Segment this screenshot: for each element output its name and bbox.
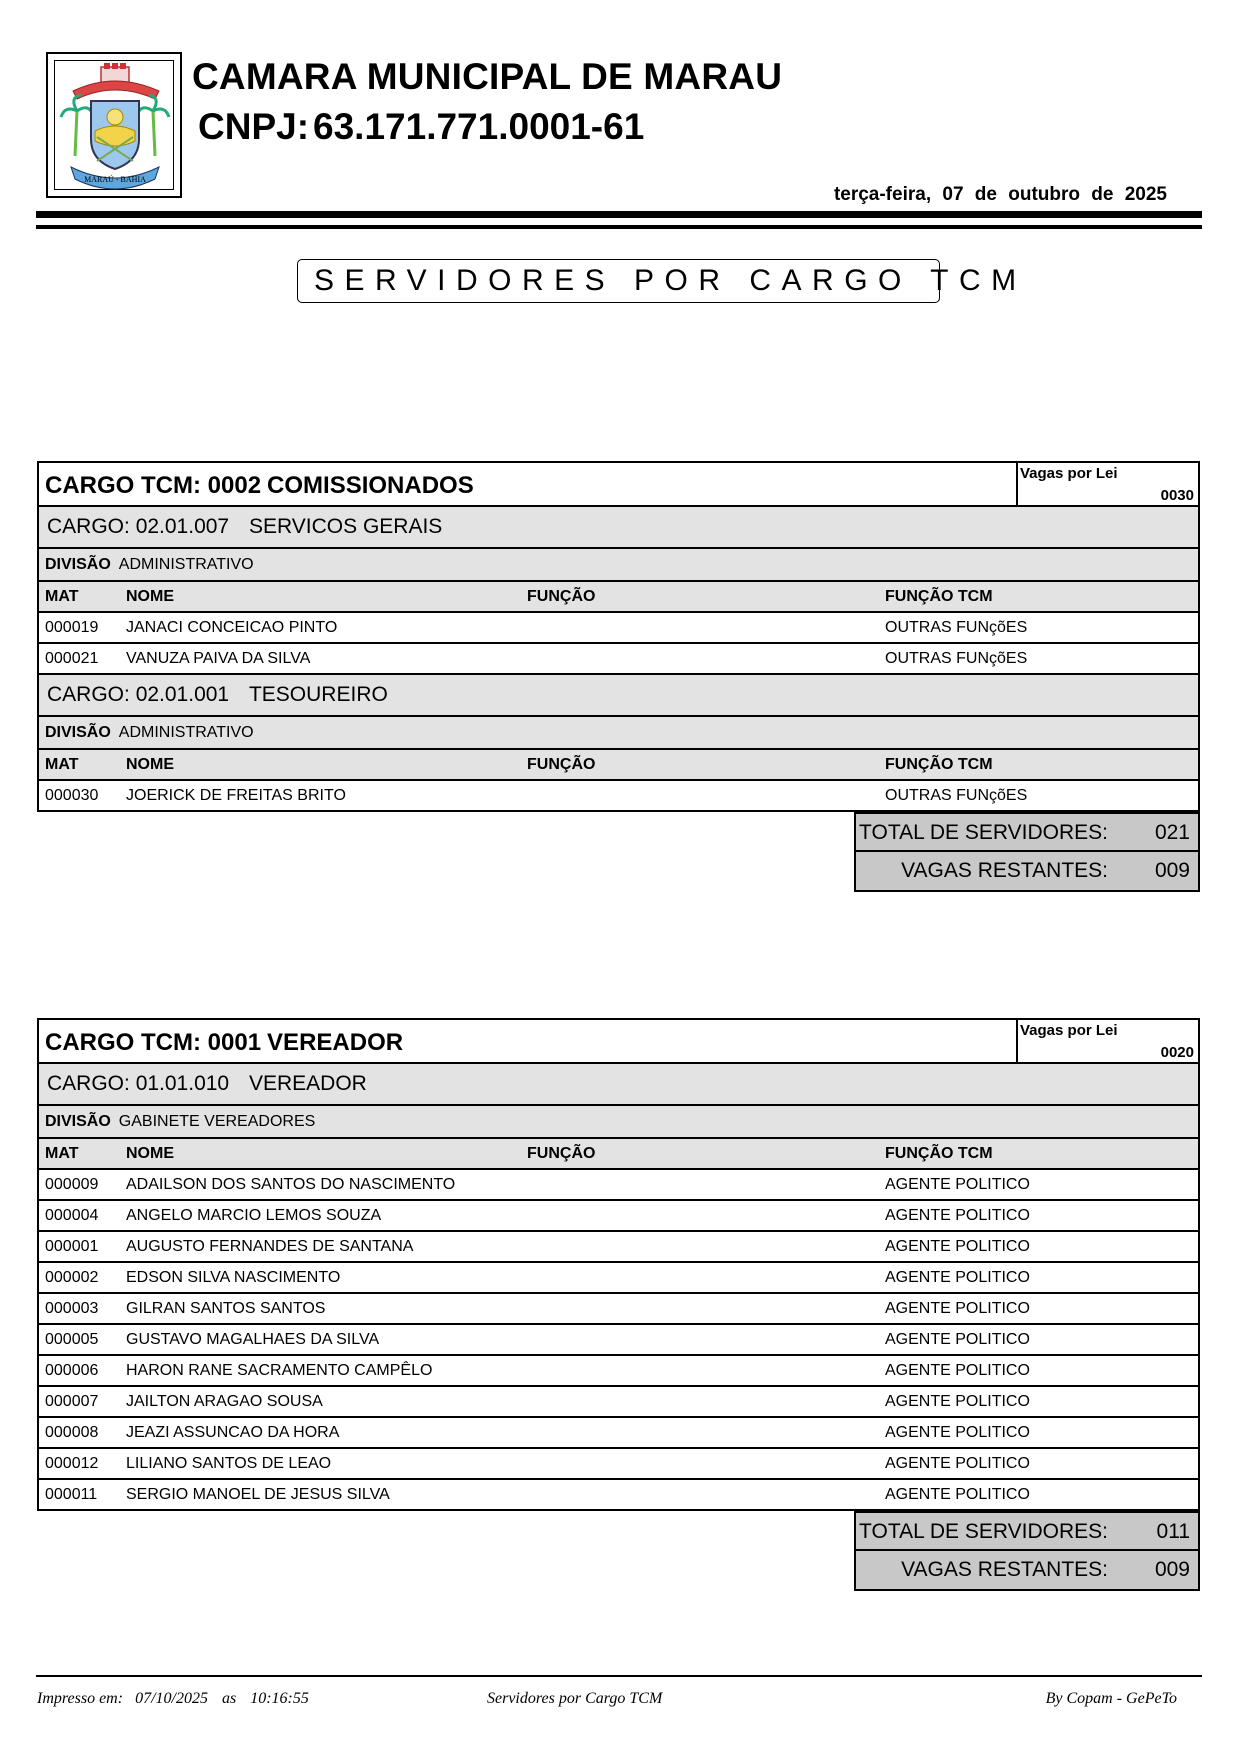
column-header-mat: MAT — [45, 756, 79, 773]
section-cargo-tcm-0002 — [37, 461, 1200, 882]
table-row — [37, 1387, 1200, 1418]
table-row — [37, 1356, 1200, 1387]
table-row — [37, 1449, 1200, 1480]
column-header-mat: MAT — [45, 1145, 79, 1162]
vagas-restantes-label: VAGAS RESTANTES: — [901, 1558, 1108, 1581]
cargo-tcm-header — [37, 1018, 1200, 1064]
cell-funcao-tcm: OUTRAS FUNçõES — [885, 619, 1028, 636]
column-header-funcao: FUNÇÃO — [527, 588, 596, 605]
vagas-por-lei-value: 0030 — [1160, 487, 1194, 504]
cargo-row — [37, 675, 1200, 717]
cell-mat: 000021 — [45, 650, 99, 667]
total-servidores-label: TOTAL DE SERVIDORES: — [859, 1520, 1108, 1543]
cargo-code: 02.01.001 — [135, 683, 230, 706]
cell-mat: 000004 — [45, 1207, 99, 1224]
cargo-label: CARGO: — [47, 515, 130, 538]
divisao-value: ADMINISTRATIVO — [118, 556, 254, 573]
column-header-mat: MAT — [45, 588, 79, 605]
column-header-funcao-tcm: FUNÇÃO TCM — [885, 756, 993, 773]
vagas-por-lei-label: Vagas por Lei — [1020, 1022, 1118, 1039]
totals-box — [854, 1511, 1200, 1591]
cell-funcao-tcm: AGENTE POLITICO — [885, 1424, 1030, 1441]
table-row — [37, 781, 1200, 812]
table-row — [37, 1294, 1200, 1325]
total-servidores-row — [854, 812, 1200, 852]
footer-divider — [36, 1675, 1202, 1677]
divisao-value: GABINETE VEREADORES — [118, 1113, 316, 1130]
cargo-tcm-code: 0002 — [207, 472, 262, 499]
table-row — [37, 1325, 1200, 1356]
column-header-nome: NOME — [126, 1145, 174, 1162]
coat-of-arms-icon — [55, 61, 177, 193]
vagas-restantes-value: 009 — [1154, 1558, 1190, 1581]
table-row — [37, 1480, 1200, 1511]
table-row — [37, 1170, 1200, 1201]
cnpj — [194, 106, 644, 148]
divisao-label: DIVISÃO — [45, 1113, 111, 1130]
vagas-restantes-label: VAGAS RESTANTES: — [901, 859, 1108, 882]
cell-mat: 000006 — [45, 1362, 99, 1379]
logo-banner-text: MARAÚ - BAHIA — [84, 175, 146, 184]
table-row — [37, 1201, 1200, 1232]
cell-funcao-tcm: AGENTE POLITICO — [885, 1238, 1030, 1255]
cell-nome: JOERICK DE FREITAS BRITO — [126, 787, 346, 804]
cargo-tcm-name: COMISSIONADOS — [267, 472, 474, 499]
cell-funcao-tcm: AGENTE POLITICO — [885, 1269, 1030, 1286]
total-servidores-label: TOTAL DE SERVIDORES: — [859, 821, 1108, 844]
table-header-row — [37, 582, 1200, 613]
total-servidores-value: 021 — [1154, 821, 1190, 844]
cargo-name: TESOUREIRO — [248, 683, 388, 706]
cargo-tcm-title — [45, 1029, 403, 1057]
cargo-name: SERVICOS GERAIS — [248, 515, 443, 538]
cell-mat: 000007 — [45, 1393, 99, 1410]
cell-mat: 000030 — [45, 787, 99, 804]
cell-funcao-tcm: AGENTE POLITICO — [885, 1362, 1030, 1379]
cell-funcao-tcm: AGENTE POLITICO — [885, 1455, 1030, 1472]
organization-name: CAMARA MUNICIPAL DE MARAU — [192, 56, 783, 97]
column-header-funcao-tcm: FUNÇÃO TCM — [885, 1145, 993, 1162]
logo-frame — [54, 60, 174, 190]
vagas-por-lei-box — [1016, 1020, 1198, 1062]
divisao-row — [37, 717, 1200, 750]
cell-nome: AUGUSTO FERNANDES DE SANTANA — [126, 1238, 414, 1255]
cell-mat: 000011 — [45, 1486, 98, 1503]
cell-nome: HARON RANE SACRAMENTO CAMPÊLO — [126, 1362, 433, 1379]
cargo-label: CARGO: — [47, 683, 130, 706]
footer-credit: By Copam - GePeTo — [1045, 1690, 1177, 1707]
table-header-row — [37, 1139, 1200, 1170]
cell-nome: SERGIO MANOEL DE JESUS SILVA — [126, 1486, 390, 1503]
column-header-nome: NOME — [126, 756, 174, 773]
cell-nome: GILRAN SANTOS SANTOS — [126, 1300, 326, 1317]
vagas-por-lei-label: Vagas por Lei — [1020, 465, 1118, 482]
cell-funcao-tcm: AGENTE POLITICO — [885, 1207, 1030, 1224]
cell-mat: 000001 — [45, 1238, 99, 1255]
header-divider — [36, 211, 1202, 218]
cell-mat: 000009 — [45, 1176, 99, 1193]
printed-info — [37, 1690, 309, 1708]
column-header-funcao: FUNÇÃO — [527, 1145, 596, 1162]
table-row — [37, 1232, 1200, 1263]
report-title: SERVIDORES POR CARGO TCM — [297, 259, 940, 303]
cargo-row — [37, 507, 1200, 549]
cnpj-value: 63.171.771.0001-61 — [313, 106, 645, 147]
cell-mat: 000008 — [45, 1424, 99, 1441]
table-header-row — [37, 750, 1200, 781]
cargo-tcm-header — [37, 461, 1200, 507]
cell-funcao-tcm: AGENTE POLITICO — [885, 1300, 1030, 1317]
cnpj-label: CNPJ: — [198, 106, 310, 147]
cargo-code: 02.01.007 — [135, 515, 230, 538]
cargo-label: CARGO: — [47, 1072, 130, 1095]
table-row — [37, 1263, 1200, 1294]
cell-nome: ADAILSON DOS SANTOS DO NASCIMENTO — [126, 1176, 456, 1193]
vagas-restantes-row — [854, 1551, 1200, 1591]
cell-mat: 000019 — [45, 619, 99, 636]
total-servidores-value: 011 — [1156, 1520, 1190, 1543]
vagas-por-lei-value: 0020 — [1160, 1044, 1194, 1061]
cell-funcao-tcm: AGENTE POLITICO — [885, 1176, 1030, 1193]
table-row — [37, 1418, 1200, 1449]
cargo-tcm-name: VEREADOR — [267, 1029, 404, 1056]
cell-funcao-tcm: AGENTE POLITICO — [885, 1486, 1030, 1503]
section-cargo-tcm-0001 — [37, 1018, 1200, 1581]
column-header-funcao: FUNÇÃO — [527, 756, 596, 773]
cell-nome: LILIANO SANTOS DE LEAO — [126, 1455, 332, 1472]
cargo-name: VEREADOR — [248, 1072, 367, 1095]
cell-funcao-tcm: OUTRAS FUNçõES — [885, 650, 1028, 667]
total-servidores-row — [854, 1511, 1200, 1551]
cargo-code: 01.01.010 — [135, 1072, 230, 1095]
cargo-tcm-code: 0001 — [207, 1029, 262, 1056]
table-row — [37, 644, 1200, 675]
cargo-row — [37, 1064, 1200, 1106]
divisao-row — [37, 549, 1200, 582]
vagas-restantes-row — [854, 852, 1200, 892]
cell-mat: 000012 — [45, 1455, 99, 1472]
footer-report-name: Servidores por Cargo TCM — [487, 1690, 663, 1707]
cell-funcao-tcm: AGENTE POLITICO — [885, 1331, 1030, 1348]
vagas-por-lei-box — [1016, 463, 1198, 505]
cell-nome: EDSON SILVA NASCIMENTO — [126, 1269, 341, 1286]
cell-mat: 000003 — [45, 1300, 99, 1317]
cell-funcao-tcm: OUTRAS FUNçõES — [885, 787, 1028, 804]
table-row — [37, 613, 1200, 644]
cell-nome: VANUZA PAIVA DA SILVA — [126, 650, 311, 667]
cargo-tcm-label: CARGO TCM: — [45, 1029, 201, 1056]
cell-nome: JEAZI ASSUNCAO DA HORA — [126, 1424, 340, 1441]
totals-box — [854, 812, 1200, 892]
printed-as: as — [221, 1690, 237, 1707]
header-divider-thin — [36, 225, 1202, 229]
logo — [46, 52, 182, 198]
divisao-value: ADMINISTRATIVO — [118, 724, 254, 741]
cell-funcao-tcm: AGENTE POLITICO — [885, 1393, 1030, 1410]
divisao-row — [37, 1106, 1200, 1139]
cargo-tcm-title — [45, 472, 474, 500]
cell-nome: JAILTON ARAGAO SOUSA — [126, 1393, 323, 1410]
cell-mat: 000002 — [45, 1269, 99, 1286]
printed-label: Impresso em: — [37, 1690, 124, 1707]
divisao-label: DIVISÃO — [45, 556, 111, 573]
cell-nome: ANGELO MARCIO LEMOS SOUZA — [126, 1207, 382, 1224]
divisao-label: DIVISÃO — [45, 724, 111, 741]
printed-date: 07/10/2025 — [135, 1690, 208, 1707]
cell-mat: 000005 — [45, 1331, 99, 1348]
cell-nome: JANACI CONCEICAO PINTO — [126, 619, 338, 636]
vagas-restantes-value: 009 — [1154, 859, 1190, 882]
printed-time: 10:16:55 — [250, 1690, 309, 1707]
column-header-funcao-tcm: FUNÇÃO TCM — [885, 588, 993, 605]
report-date: terça-feira, 07 de outubro de 2025 — [833, 184, 1167, 205]
cargo-tcm-label: CARGO TCM: — [45, 472, 201, 499]
column-header-nome: NOME — [126, 588, 174, 605]
cell-nome: GUSTAVO MAGALHAES DA SILVA — [126, 1331, 380, 1348]
